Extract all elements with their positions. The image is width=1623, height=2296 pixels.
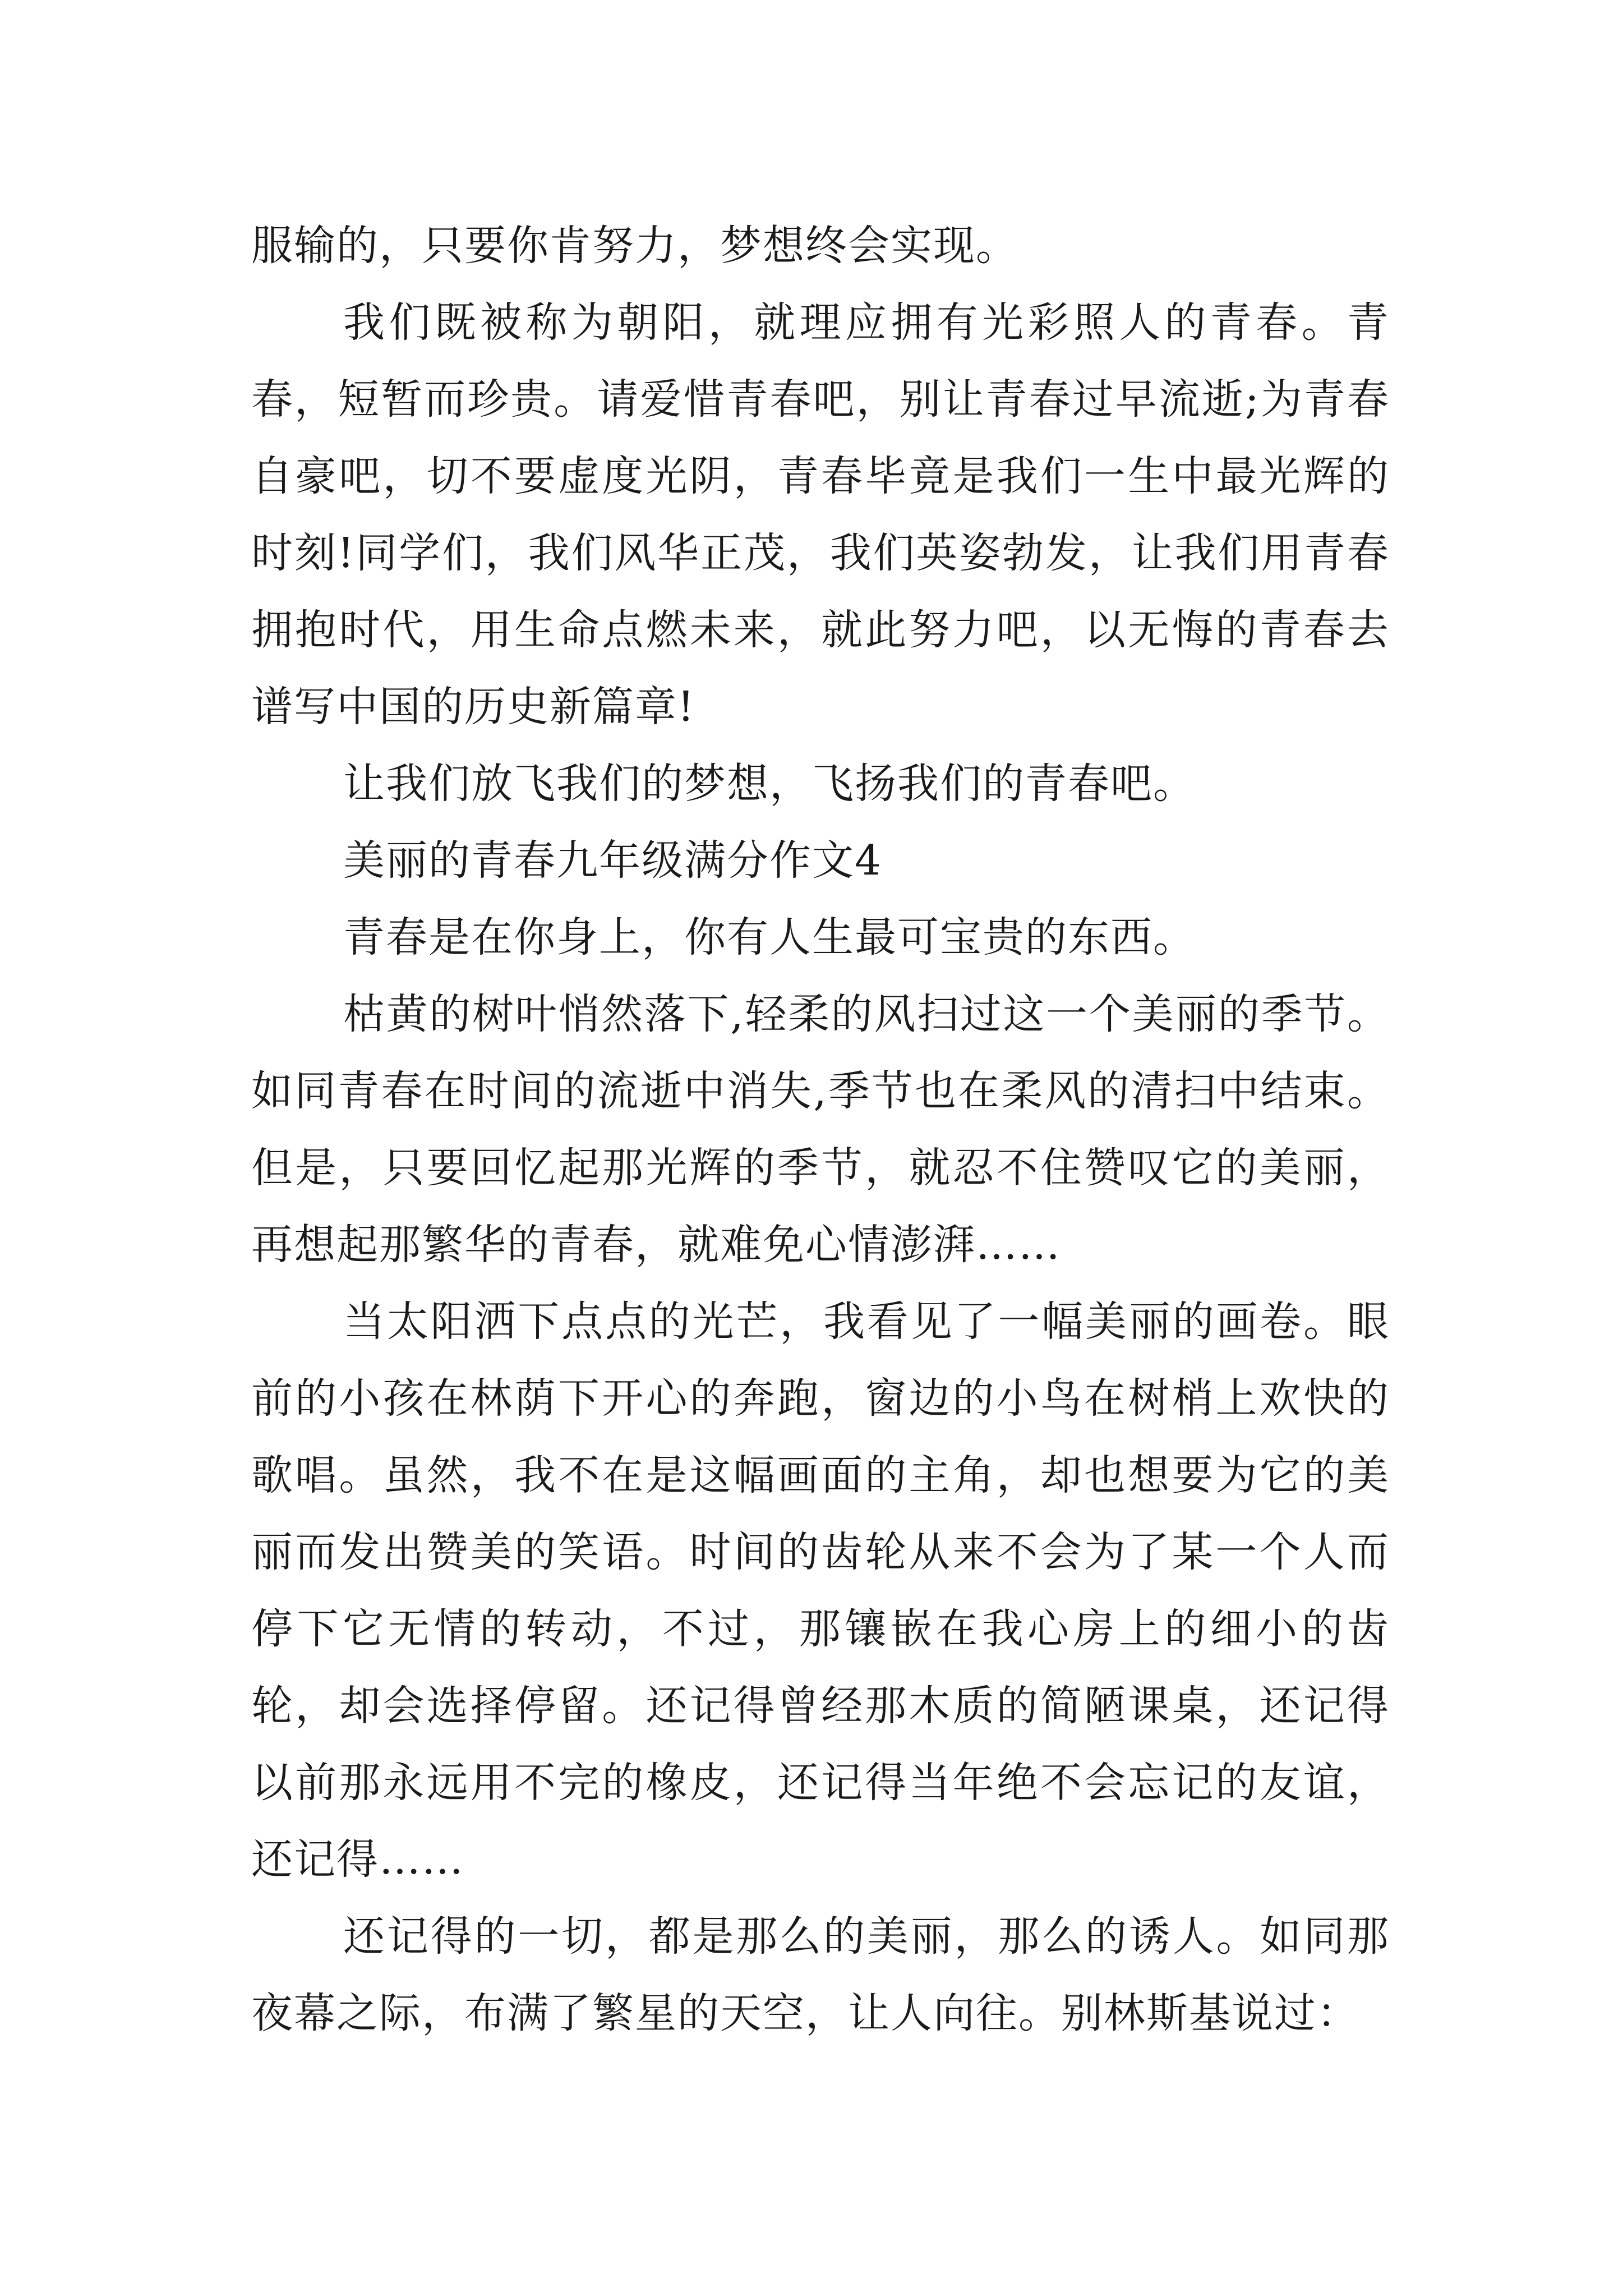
paragraph-2: 我们既被称为朝阳，就理应拥有光彩照人的青春。青春，短暂而珍贵。请爱惜青春吧，别让青春过早流逝;为青春自豪吧，切不要虚度光阴，青春毕竟是我们一生中最光辉的时刻!同学们，我们风华正茂，我们英姿勃发，让我们用青春拥抱时代，用生命点燃未来，就此努力吧，以无悔的青春去谱写中国的历史新篇章! [251,298,1390,731]
section-heading: 美丽的青春九年级满分作文4 [343,836,883,885]
paragraph-1: 服输的，只要你肯努力，梦想终会实现。 [251,222,1018,270]
paragraph-7: 当太阳洒下点点的光芒，我看见了一幅美丽的画卷。眼前的小孩在林荫下开心的奔跑，窗边的小鸟在树梢上欢快的歌唱。虽然，我不在是这幅画面的主角，却也想要为它的美丽而发出赞美的笑语。时间的齿轮从来不会为了某一个人而停下它无情的转动，不过，那镶嵌在我心房上的细小的齿轮，却会选择停留。还记得曾经那木质的简陋课桌，还记得以前那永远用不完的橡皮，还记得当年绝不会忘记的友谊，还记得…… [251,1297,1390,1884]
paragraph-6: 枯黄的树叶悄然落下,轻柔的风扫过这一个美丽的季节。如同青春在时间的流逝中消失,季节也在柔风的清扫中结束。但是，只要回忆起那光辉的季节，就忍不住赞叹它的美丽，再想起那繁华的青春，就难免心情澎湃…… [251,990,1390,1269]
paragraph-3: 让我们放飞我们的梦想，飞扬我们的青春吧。 [343,760,1196,808]
paragraph-8: 还记得的一切，都是那么的美丽，那么的诱人。如同那夜幕之际，布满了繁星的天空，让人向往。别林斯基说过： [251,1912,1390,2037]
document-page [251,208,1390,2052]
paragraph-5: 青春是在你身上，你有人生最可宝贵的东西。 [343,913,1196,961]
